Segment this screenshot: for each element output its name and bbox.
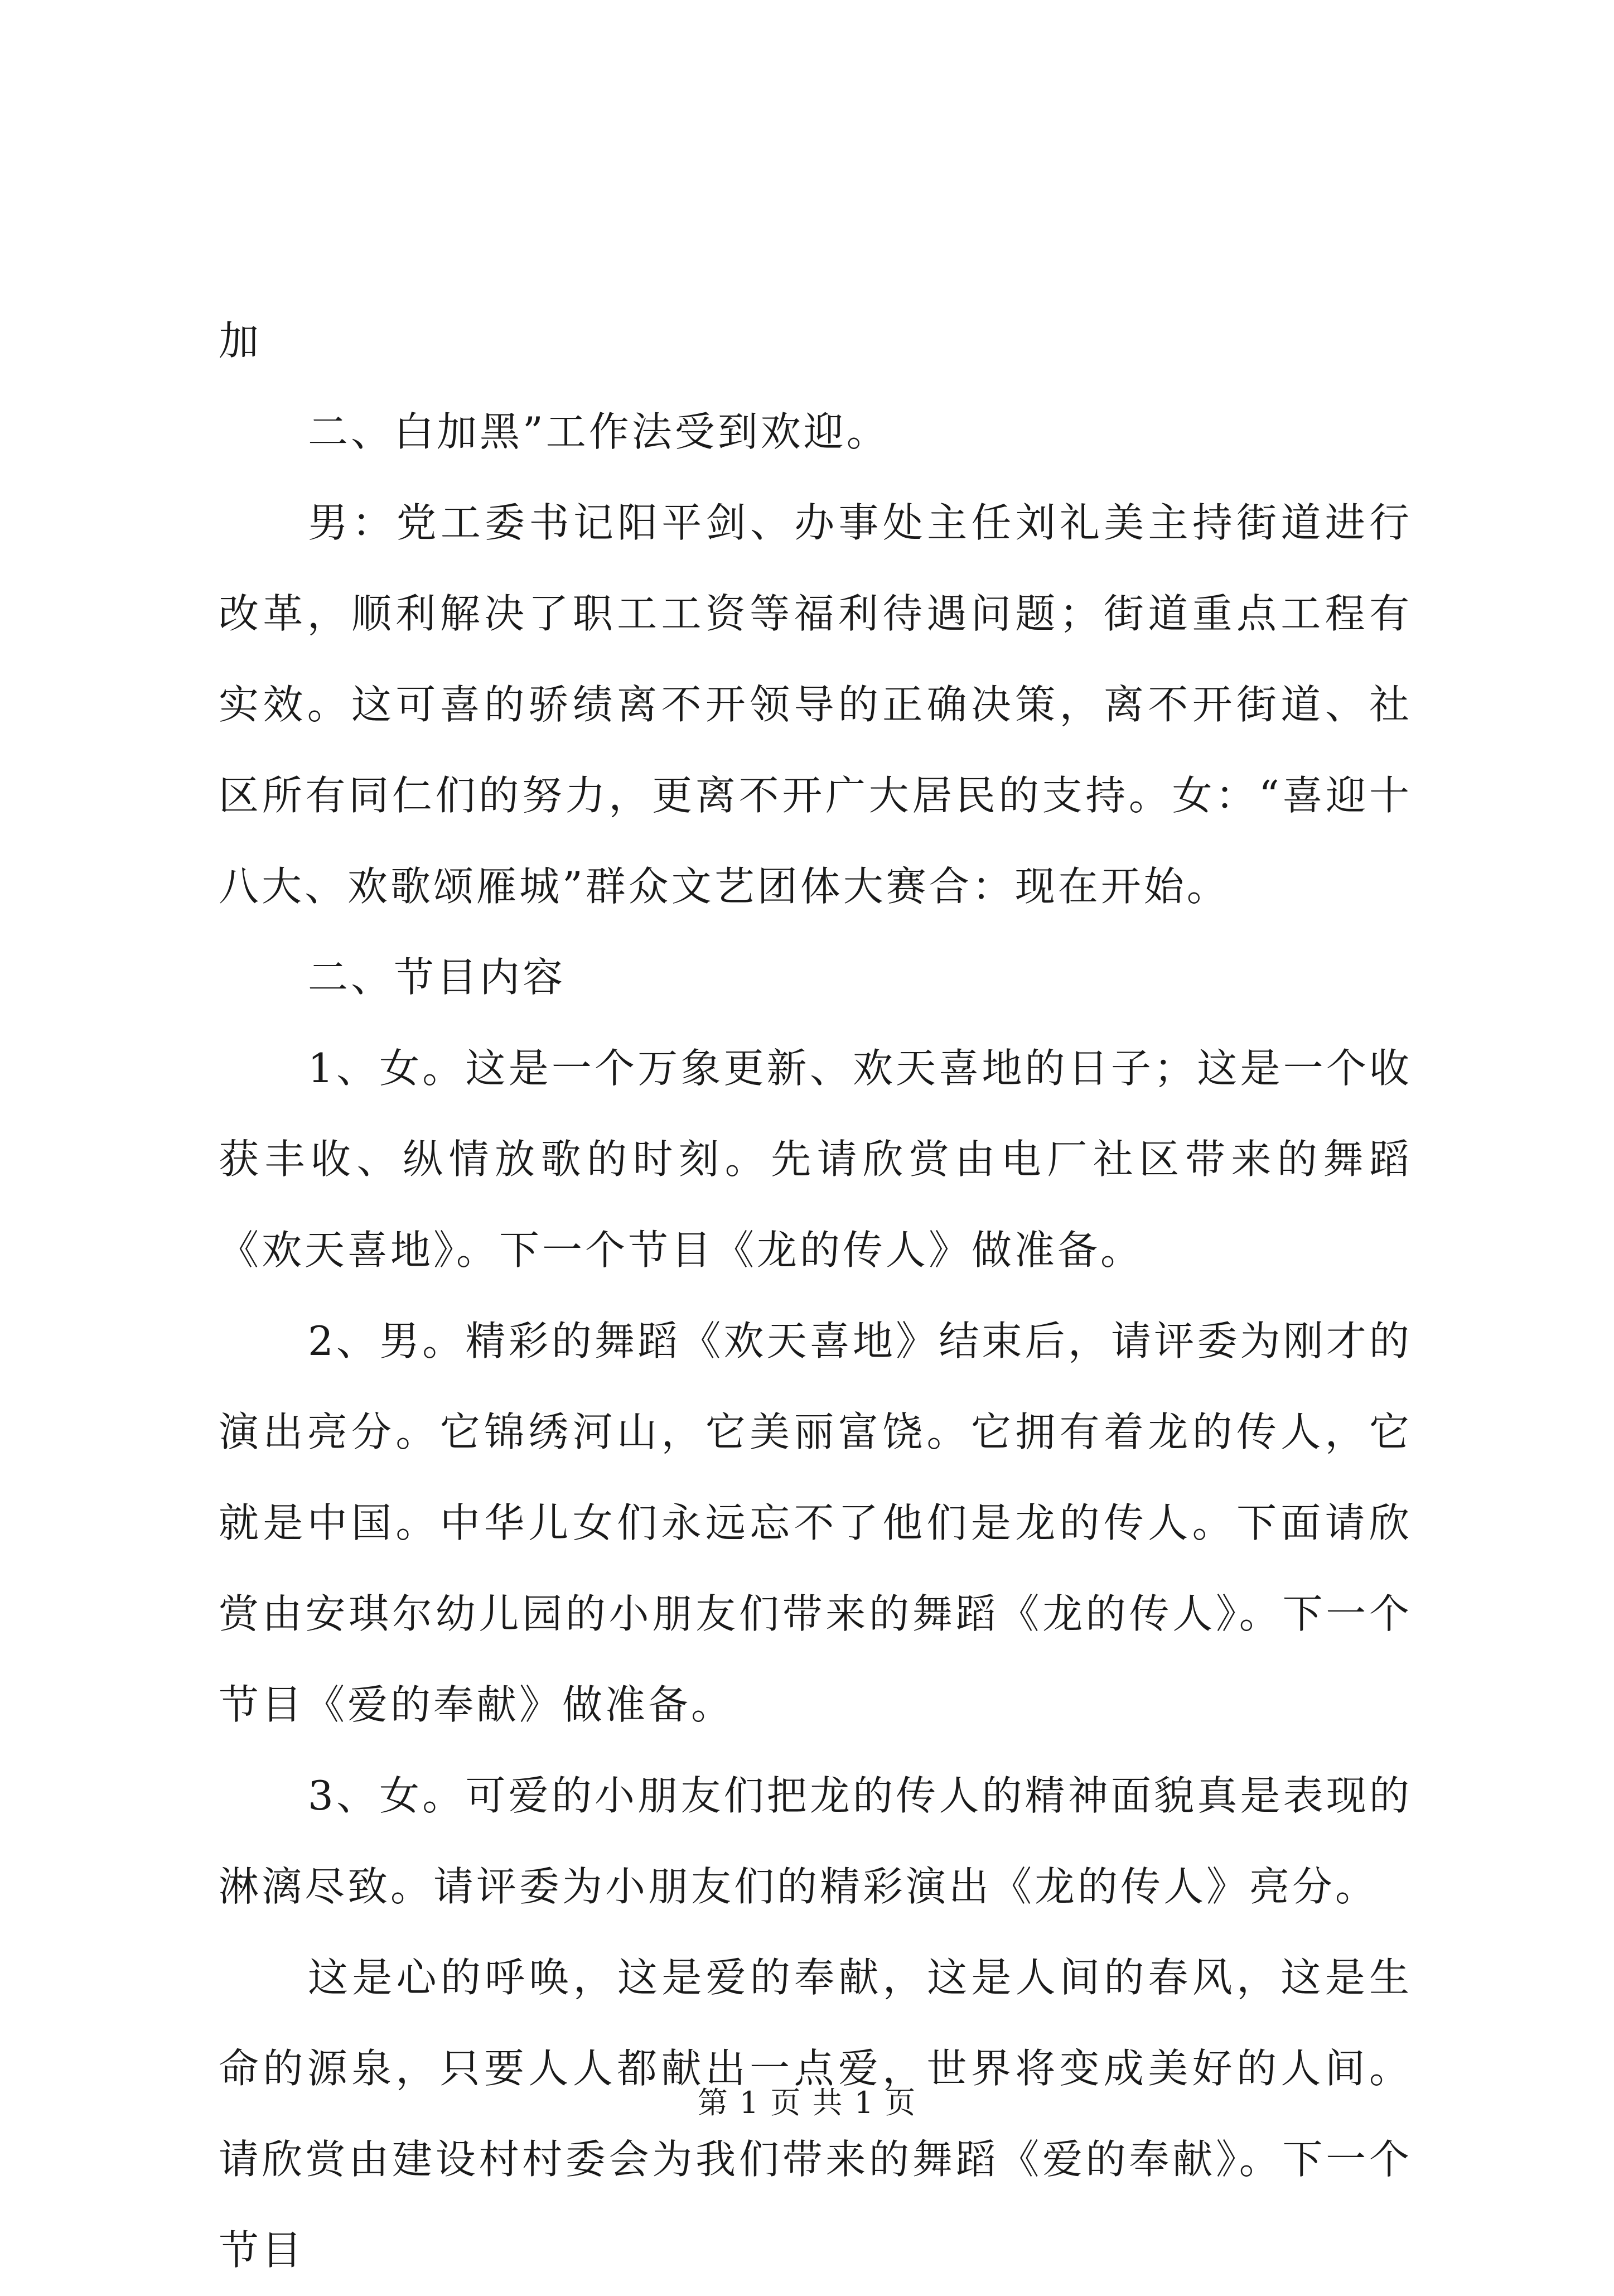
paragraph-continuation: 加 [219, 317, 262, 364]
paragraph-opening-remarks: 男：党工委书记阳平剑、办事处主任刘礼美主持街道进行改革，顺利解决了职工工资等福利待遇问题；街道重点工程有实效。这可喜的骄绩离不开领导的正确决策，离不开街道、社区所有同仁们的努力，更离不开广大居民的支持。女：“喜迎十八大、欢歌颂雁城”群众文艺团体大赛合：现在开始。 [219, 499, 1412, 910]
paragraph-item-2: 2、男。精彩的舞蹈《欢天喜地》结束后，请评委为刚才的演出亮分。它锦绣河山，它美丽富饶。它拥有着龙的传人，它就是中国。中华儿女们永远忘不了他们是龙的传人。下面请欣赏由安琪尔幼儿园的小朋友们带来的舞蹈《龙的传人》。下一个节目《爱的奉献》做准备。 [219, 1318, 1412, 1728]
paragraph-heading-method: 二、白加黑”工作法受到欢迎。 [308, 408, 890, 455]
paragraph-item-3: 3、女。可爱的小朋友们把龙的传人的精神面貌真是表现的淋漓尽致。请评委为小朋友们的精彩演出《龙的传人》亮分。 [219, 1772, 1412, 1910]
paragraph-item-1: 1、女。这是一个万象更新、欢天喜地的日子；这是一个收获丰收、纵情放歌的时刻。先请欣赏由电厂社区带来的舞蹈《欢天喜地》。下一个节目《龙的传人》做准备。 [219, 1045, 1412, 1274]
paragraph-item-3-continued: 这是心的呼唤，这是爱的奉献，这是人间的春风，这是生命的源泉，只要人人都献出一点爱，世界将变成美好的人间。请欣赏由建设村村委会为我们带来的舞蹈《爱的奉献》。下一个节目 [219, 1954, 1412, 2274]
page-footer: 第 1 页 共 1 页 [697, 2085, 917, 2120]
section-heading-program: 二、节目内容 [308, 954, 566, 1001]
document-body [219, 296, 1412, 2296]
